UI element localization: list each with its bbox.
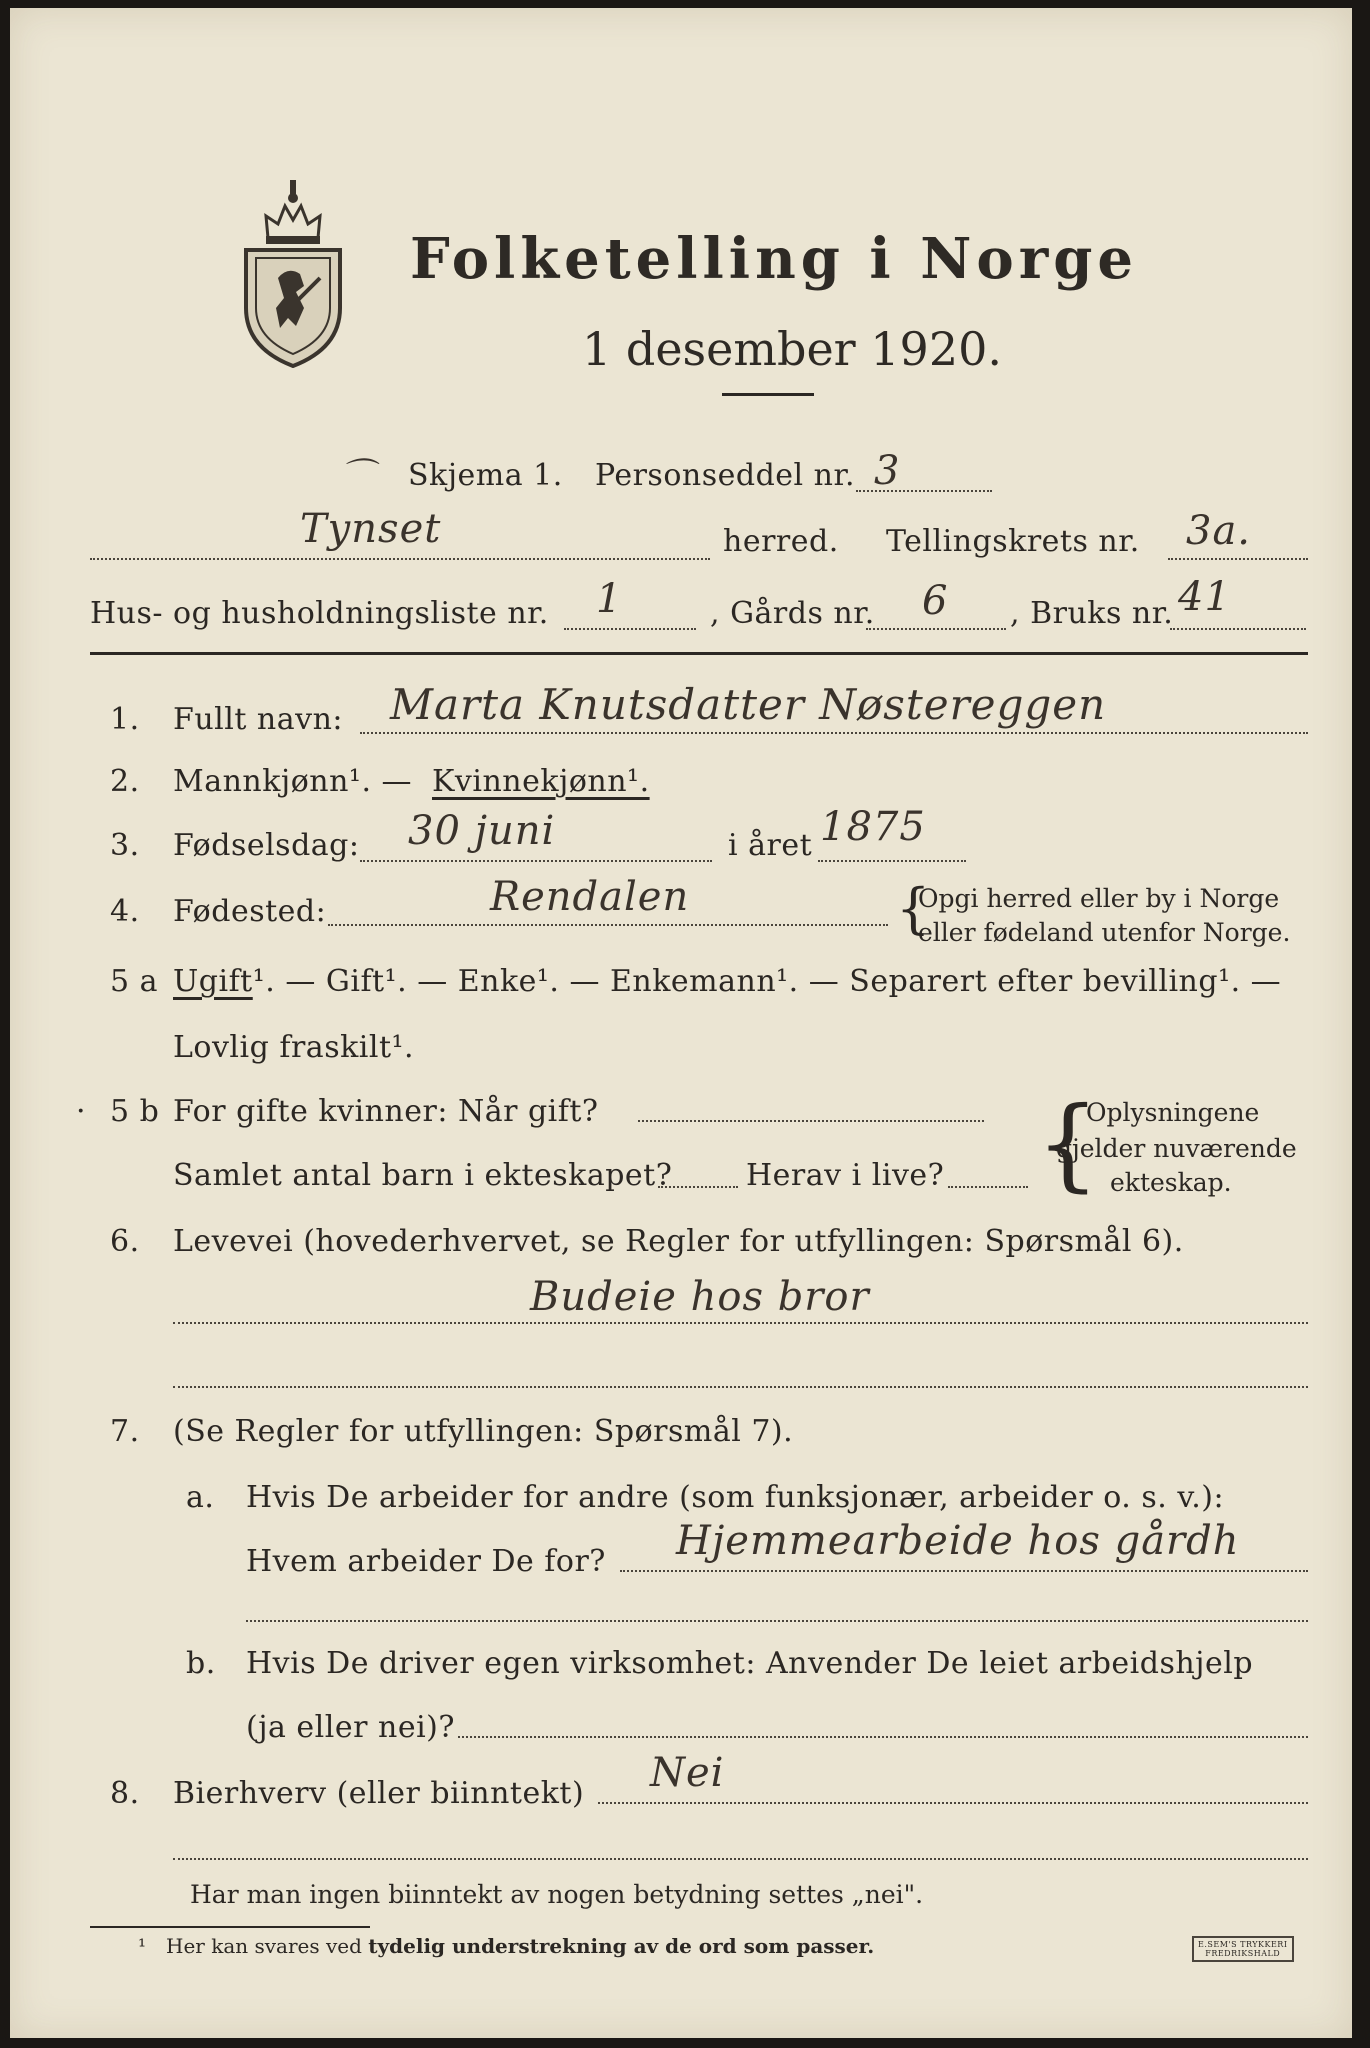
bruks-value: 41 <box>1178 574 1231 620</box>
q8-line <box>598 1802 1308 1804</box>
q7b-letter: b. <box>186 1646 216 1681</box>
q5a-rest: ¹. — Gift¹. — Enke¹. — Enkemann¹. — Separert efter bevilling¹. — <box>252 964 1282 999</box>
q5b-bullet: · <box>76 1094 87 1129</box>
bruks-label: , Bruks nr. <box>1010 596 1174 631</box>
q4-brace: { <box>896 877 931 940</box>
schema-label: Skjema 1. <box>408 458 563 493</box>
q1-line <box>360 732 1308 734</box>
tellingskrets-line <box>1168 558 1308 560</box>
footnote-plain: Her kan svares ved <box>166 1934 369 1958</box>
q3-year-value: 1875 <box>820 804 926 850</box>
title-divider <box>722 393 814 396</box>
q4-note-line2: eller fødeland utenfor Norge. <box>918 918 1291 947</box>
q5b-alive-line <box>948 1186 1028 1188</box>
q8-number: 8. <box>110 1776 140 1811</box>
q8-label: Bierhverv (eller biinntekt) <box>173 1776 585 1811</box>
q5b-note-line1: Oplysningene <box>1086 1098 1260 1127</box>
footnote-marker: ¹ <box>138 1934 147 1958</box>
q5b-note-line3: ekteskap. <box>1110 1168 1232 1197</box>
q6-line2 <box>173 1386 1308 1388</box>
q5b-alive-label: Herav i live? <box>746 1158 945 1193</box>
husholdning-line <box>564 628 696 630</box>
q5b-married-line <box>638 1120 984 1122</box>
herred-line <box>90 558 710 560</box>
q5a-selected: Ugift <box>173 964 253 999</box>
q5a-line2: Lovlig fraskilt¹. <box>173 1030 415 1065</box>
q2-number: 2. <box>110 764 140 799</box>
q7b-text: Hvis De driver egen virksomhet: Anvender De leiet arbeidshjelp <box>246 1646 1254 1681</box>
header-divider <box>90 652 1308 655</box>
q1-label: Fullt navn: <box>173 702 344 737</box>
personseddel-label: Personseddel nr. <box>595 458 856 493</box>
q5a-options <box>173 964 1281 999</box>
q7b-question: (ja eller nei)? <box>246 1710 455 1745</box>
husholdning-label: Hus- og husholdningsliste nr. <box>90 596 549 631</box>
q7a-letter: a. <box>186 1480 215 1515</box>
q6-value: Budeie hos bror <box>530 1274 870 1320</box>
tellingskrets-value: 3a. <box>1186 508 1252 554</box>
q4-value: Rendalen <box>490 874 690 920</box>
q3-day-line <box>360 860 712 862</box>
q8-value: Nei <box>650 1750 725 1796</box>
q8-line2 <box>173 1858 1308 1860</box>
footnote-divider <box>90 1926 370 1928</box>
q2-female-selected: Kvinnekjønn¹. <box>432 764 650 799</box>
q6-label: Levevei (hovederhvervet, se Regler for utfyllingen: Spørsmål 6). <box>173 1224 1184 1259</box>
gards-label: , Gårds nr. <box>710 596 875 631</box>
herred-label: herred. <box>723 524 839 559</box>
q7a-question: Hvem arbeider De for? <box>246 1544 606 1579</box>
q6-number: 6. <box>110 1224 140 1259</box>
q7a-value: Hjemmearbeide hos gårdh <box>676 1518 1240 1564</box>
coat-of-arms-icon <box>238 158 348 368</box>
footnote-text <box>166 1934 874 1958</box>
q6-line1 <box>173 1322 1308 1324</box>
footnote-bold: tydelig understrekning av de ord som passer. <box>368 1934 875 1958</box>
census-form <box>10 8 1352 2038</box>
tellingskrets-label: Tellingskrets nr. <box>886 524 1140 559</box>
gards-value: 6 <box>922 578 949 624</box>
q5b-brace: { <box>1036 1085 1100 1202</box>
gards-line <box>866 628 1006 630</box>
coat-of-arms <box>238 158 348 368</box>
q5a-number: 5 a <box>110 964 159 999</box>
q2-male: Mannkjønn¹. — <box>173 764 413 799</box>
q1-number: 1. <box>110 702 140 737</box>
q7a-line <box>620 1570 1308 1572</box>
form-title: Folketelling i Norge <box>410 226 1139 292</box>
q7b-line <box>458 1736 1308 1738</box>
herred-value: Tynset <box>300 506 442 552</box>
form-date: 1 desember 1920. <box>582 322 1002 376</box>
q5b-children-label: Samlet antal barn i ekteskapet? <box>173 1158 673 1193</box>
printer-stamp <box>1192 1936 1294 1962</box>
q5b-label: For gifte kvinner: Når gift? <box>173 1094 599 1129</box>
q4-label: Fødested: <box>173 894 327 929</box>
husholdning-value: 1 <box>596 576 623 622</box>
q5b-children-line <box>658 1186 738 1188</box>
printer-stamp-line1: E.SEM'S TRYKKERI <box>1198 1940 1288 1949</box>
q7a-text: Hvis De arbeider for andre (som funksjonær, arbeider o. s. v.): <box>246 1480 1225 1515</box>
q7a-line2 <box>246 1620 1308 1622</box>
q3-label: Fødselsdag: <box>173 828 360 863</box>
printer-stamp-line2: FREDRIKSHALD <box>1205 1949 1281 1958</box>
footer-note: Har man ingen biinntekt av nogen betydning settes „nei". <box>190 1880 924 1909</box>
q3-year-line <box>818 860 966 862</box>
q1-value: Marta Knutsdatter Nøstereggen <box>390 680 1107 729</box>
q4-note-line1: Opgi herred eller by i Norge <box>918 884 1280 913</box>
handwritten-mark: ⌒ <box>340 456 375 496</box>
q3-year-label: i året <box>728 828 813 863</box>
bruks-line <box>1170 628 1306 630</box>
q7-number: 7. <box>110 1414 140 1449</box>
q3-day-value: 30 juni <box>408 808 556 854</box>
q4-number: 4. <box>110 894 140 929</box>
q5b-note-line2: gjelder nuværende <box>1056 1134 1297 1163</box>
q7-label: (Se Regler for utfyllingen: Spørsmål 7). <box>173 1414 794 1449</box>
q4-line <box>328 924 888 926</box>
q3-number: 3. <box>110 828 140 863</box>
personseddel-value: 3 <box>874 448 901 494</box>
q5b-number: 5 b <box>110 1094 160 1129</box>
